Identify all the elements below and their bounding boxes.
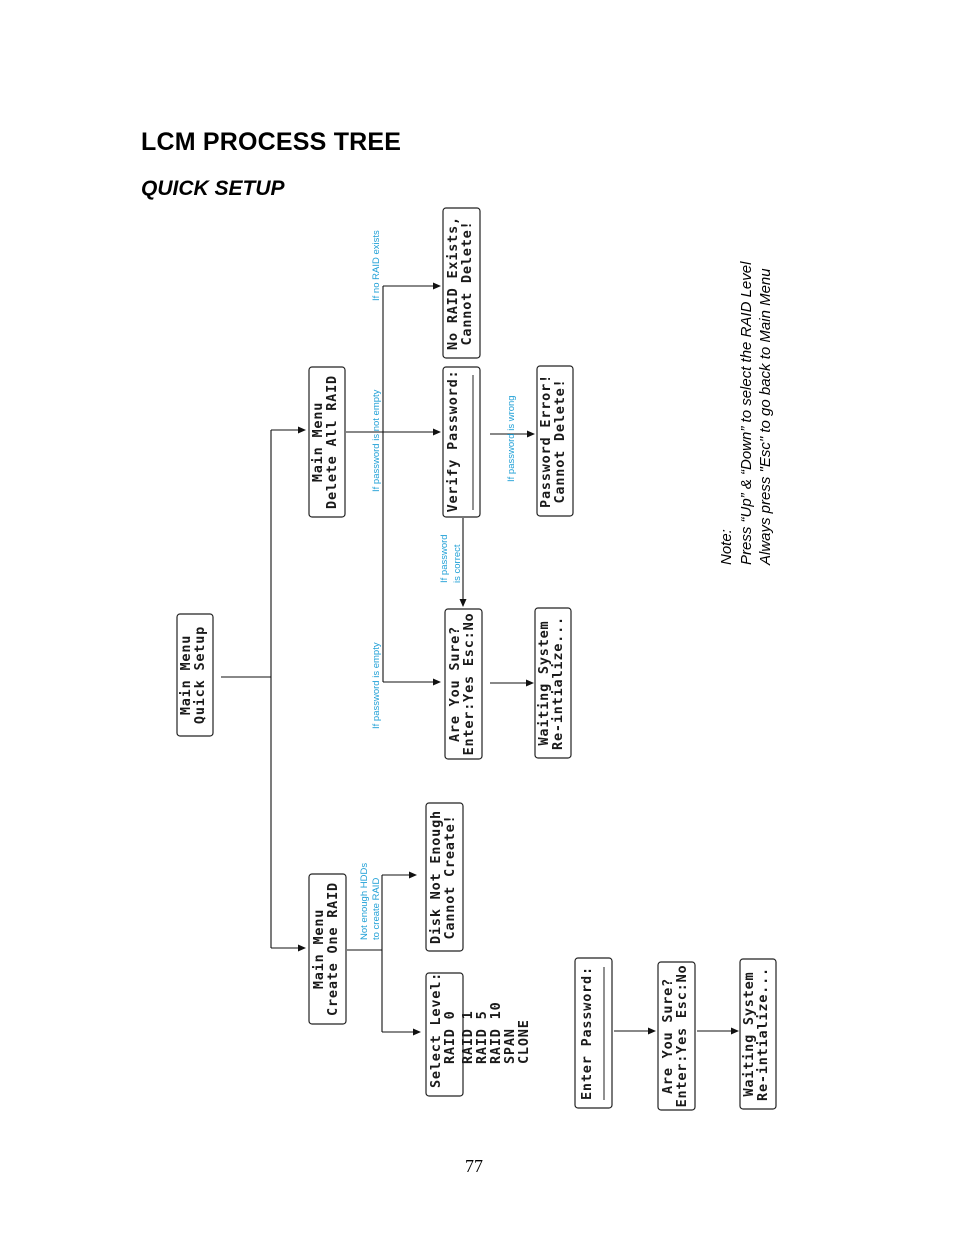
lcm-line-1: Main Menu <box>178 634 194 716</box>
lcm-line-1: Disk Not Enough <box>428 810 444 944</box>
screen-are-you-sure-create <box>658 962 695 1110</box>
note-line-2: Always press "Esc" to go back to Main Menu <box>757 268 774 565</box>
screen-are-you-sure-delete <box>445 609 482 759</box>
lcm-line-2: Enter:Yes Esc:No <box>674 964 690 1108</box>
lcm-line-2: Enter:Yes Esc:No <box>461 612 477 756</box>
lcm-line-1: Main Menu <box>311 908 327 990</box>
page-number: 77 <box>465 1156 483 1176</box>
page-title: LCM PROCESS TREE <box>141 128 402 156</box>
screen-main-menu-delete-all-raid <box>309 367 345 517</box>
screen-select-level <box>426 972 532 1096</box>
condition-password-not-empty: If password is not empty <box>371 389 382 492</box>
screen-enter-password <box>575 958 612 1108</box>
screen-waiting-system-delete <box>535 608 571 758</box>
lcm-line-1: Password Error! <box>538 374 554 508</box>
condition-no-raid-exists: If no RAID exists <box>371 230 382 301</box>
lcm-line-1: No RAID Exists, <box>445 216 461 350</box>
lcm-line-2: Re-intialize... <box>755 967 771 1101</box>
lcm-line-1: Waiting System <box>536 620 552 746</box>
screen-disk-not-enough <box>426 803 463 951</box>
screen-waiting-system-create <box>740 959 776 1109</box>
note-label: Note: <box>718 529 735 565</box>
raid-option: RAID 5 <box>474 1010 490 1064</box>
lcm-line-1: Verify Password: <box>445 369 461 513</box>
lcm-line-2: Cannot Delete! <box>552 378 568 504</box>
lcm-line-2: Cannot Delete! <box>459 220 475 346</box>
lcm-line-1: Main Menu <box>310 401 326 483</box>
screen-main-menu-quick-setup <box>177 614 213 736</box>
condition-password-empty: If password is empty <box>371 642 382 729</box>
screen-verify-password <box>443 367 480 517</box>
condition-not-enough-hdds: Not enough HDDs <box>359 862 370 940</box>
raid-option: SPAN <box>502 1028 518 1064</box>
lcm-line-1: Are You Sure? <box>447 625 463 743</box>
condition-not-enough-hdds: to create RAID <box>371 877 382 940</box>
lcm-line-2: Re-intialize... <box>550 616 566 750</box>
lcm-line-1: Waiting System <box>741 971 757 1097</box>
page-subtitle: QUICK SETUP <box>141 177 285 200</box>
note <box>718 261 774 566</box>
lcm-line-2: Quick Setup <box>192 625 208 725</box>
lcm-line-1: Enter Password: <box>579 966 595 1100</box>
screen-no-raid-exists <box>443 208 480 358</box>
lcm-line-2: Create One RAID <box>325 882 341 1016</box>
lcm-line-2: Delete All RAID <box>324 375 340 509</box>
raid-option: CLONE <box>516 1019 532 1064</box>
condition-password-correct: If password <box>439 534 450 583</box>
lcm-line-2: Cannot Create! <box>442 814 458 940</box>
lcm-line-1: Select Level: <box>428 971 444 1088</box>
raid-option: RAID 10 <box>488 1001 504 1064</box>
condition-password-wrong: If password is wrong <box>506 395 517 482</box>
raid-option: RAID 1 <box>460 1010 476 1064</box>
screen-main-menu-create-one-raid <box>309 874 346 1024</box>
lcm-line-1: Are You Sure? <box>660 977 676 1095</box>
note-line-1: Press “Up” & “Down” to select the RAID Level <box>738 261 755 565</box>
screen-password-error <box>537 366 573 516</box>
condition-password-correct: is correct <box>452 544 463 583</box>
raid-option: RAID 0 <box>442 1010 458 1064</box>
